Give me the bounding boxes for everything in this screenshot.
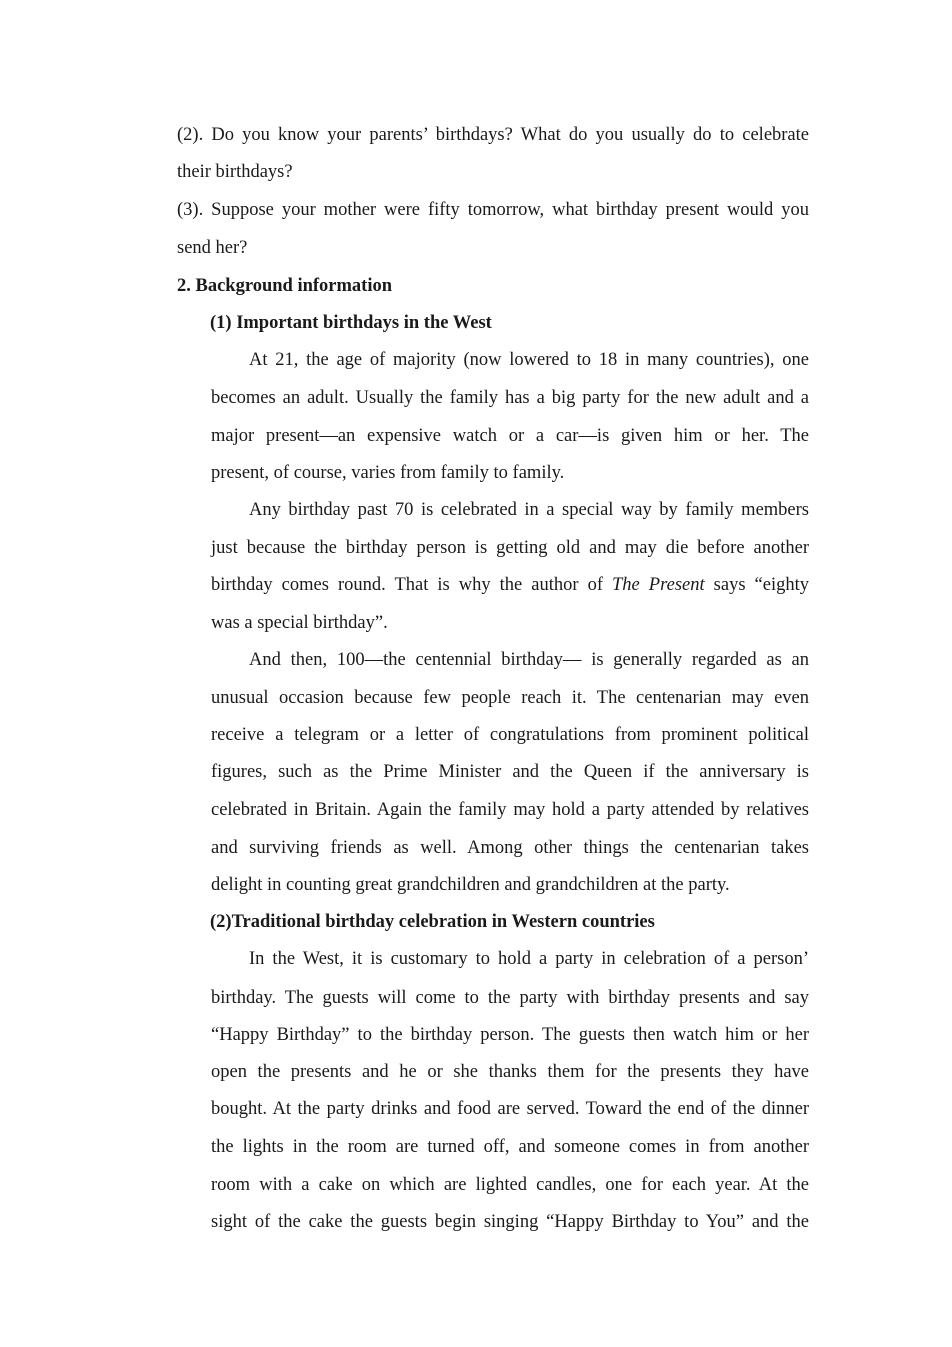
book-title: The Present <box>612 575 705 595</box>
paragraph-line: celebrated in Britain. Again the family may hold a party attended by relatives <box>211 800 809 820</box>
paragraph-line: just because the birthday person is getting old and may die before another <box>211 538 809 558</box>
paragraph-line: delight in counting great grandchildren and grandchildren at the party. <box>211 875 730 895</box>
question-3-line-1: (3). Suppose your mother were fifty tomorrow, what birthday present would you <box>177 200 809 220</box>
paragraph-line: At 21, the age of majority (now lowered to 18 in many countries), one <box>249 350 809 370</box>
paragraph-line: bought. At the party drinks and food are served. Toward the end of the dinner <box>211 1099 809 1119</box>
paragraph-line: birthday. The guests will come to the party with birthday presents and say <box>211 988 809 1008</box>
paragraph-line: becomes an adult. Usually the family has a big party for the new adult and a <box>211 388 809 408</box>
text-span: birthday comes round. That is why the author of <box>211 575 613 595</box>
subsection-2-heading: (2)Traditional birthday celebration in Western countries <box>210 912 655 932</box>
paragraph-line: receive a telegram or a letter of congratulations from prominent political <box>211 725 809 745</box>
paragraph-line: present, of course, varies from family to family. <box>211 463 565 483</box>
paragraph-line: the lights in the room are turned off, and someone comes in from another <box>211 1137 809 1157</box>
paragraph-line: unusual occasion because few people reach it. The centenarian may even <box>211 688 809 708</box>
subsection-1-heading: (1) Important birthdays in the West <box>210 313 492 333</box>
paragraph-line: and surviving friends as well. Among other things the centenarian takes <box>211 838 809 858</box>
paragraph-line: major present—an expensive watch or a car—is given him or her. The <box>211 426 809 446</box>
question-2-line-2: their birthdays? <box>177 162 293 182</box>
paragraph-line: was a special birthday”. <box>211 613 388 633</box>
paragraph-line: room with a cake on which are lighted candles, one for each year. At the <box>211 1175 809 1195</box>
question-2-line-1: (2). Do you know your parents’ birthdays? What do you usually do to celebrate <box>177 125 809 145</box>
paragraph-line: figures, such as the Prime Minister and the Queen if the anniversary is <box>211 762 809 782</box>
paragraph-line-with-title <box>211 573 809 597</box>
paragraph-line: In the West, it is customary to hold a party in celebration of a person’ <box>249 949 809 969</box>
paragraph-line: And then, 100—the centennial birthday— is generally regarded as an <box>249 650 809 670</box>
paragraph-line: sight of the cake the guests begin singing “Happy Birthday to You” and the <box>211 1212 809 1232</box>
text-span: says “eighty <box>704 575 809 595</box>
section-heading: 2. Background information <box>177 276 393 296</box>
paragraph-line: open the presents and he or she thanks them for the presents they have <box>211 1062 809 1082</box>
paragraph-line: Any birthday past 70 is celebrated in a special way by family members <box>249 500 809 520</box>
question-3-line-2: send her? <box>177 238 248 258</box>
paragraph-line: “Happy Birthday” to the birthday person. The guests then watch him or her <box>211 1025 809 1045</box>
